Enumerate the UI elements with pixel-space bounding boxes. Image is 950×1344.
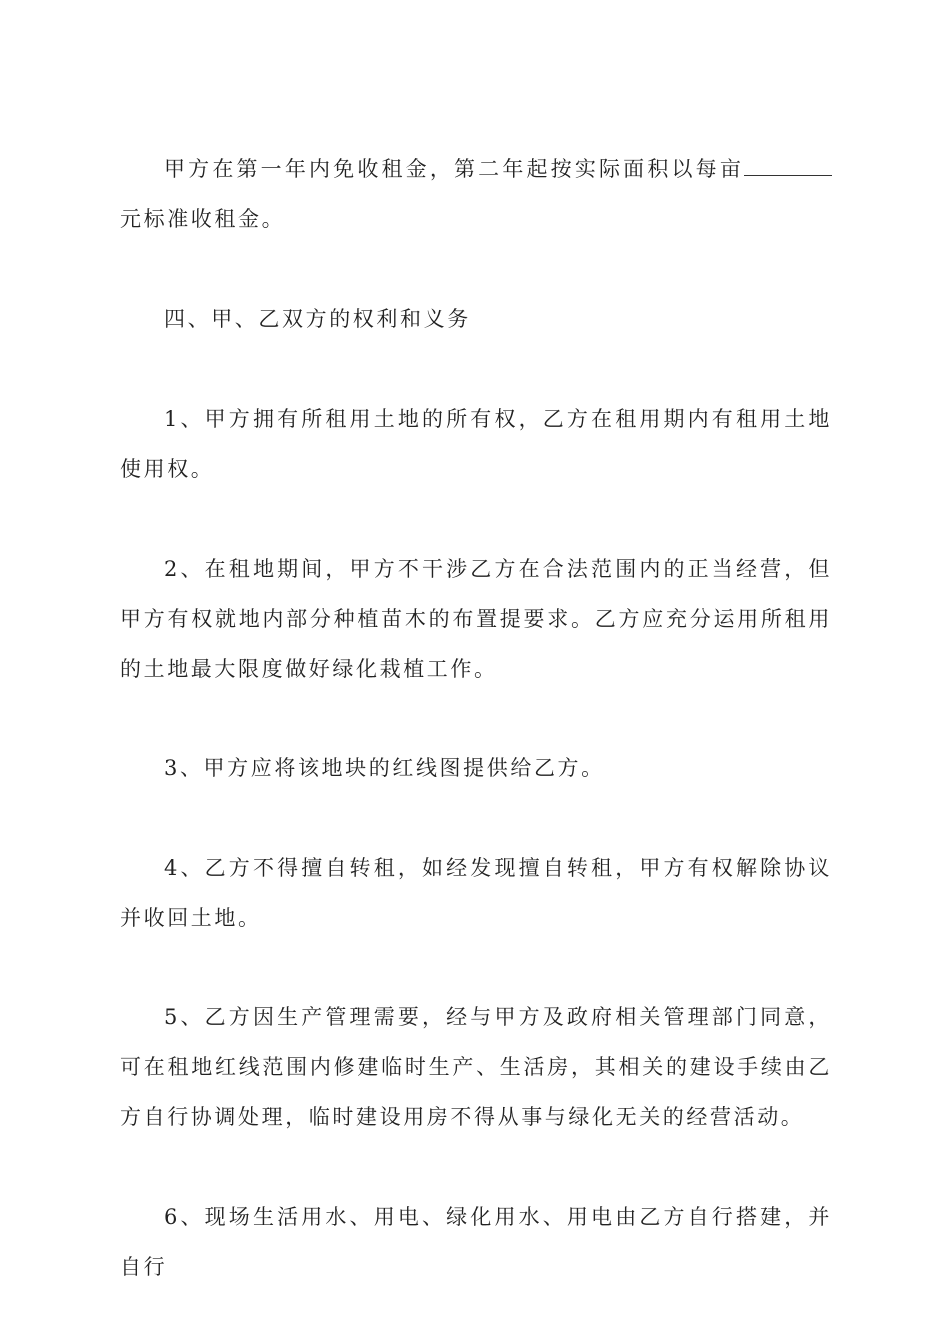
clause-5: 5、乙方因生产管理需要，经与甲方及政府相关管理部门同意，可在租地红线范围内修建临时生产、生活房，其相关的建设手续由乙方自行协调处理，临时建设用房不得从事与绿化无关的经营活动。 <box>120 1005 832 1129</box>
fill-in-blank <box>744 157 832 176</box>
clause-2: 2、在租地期间，甲方不干涉乙方在合法范围内的正当经营，但甲方有权就地内部分种植苗木的布置提要求。乙方应充分运用所租用的土地最大限度做好绿化栽植工作。 <box>120 557 832 681</box>
paragraph-rent-terms <box>120 144 832 244</box>
clause-4: 4、乙方不得擅自转租，如经发现擅自转租，甲方有权解除协议并收回土地。 <box>120 856 832 930</box>
rent-terms-text-after: 元标准收租金。 <box>120 207 286 231</box>
section-four-heading: 四、甲、乙双方的权利和义务 <box>164 307 471 331</box>
clause-3: 3、甲方应将该地块的红线图提供给乙方。 <box>164 756 605 780</box>
rent-terms-text-before: 甲方在第一年内免收租金，第二年起按实际面积以每亩 <box>164 157 744 181</box>
clause-6: 6、现场生活用水、用电、绿化用水、用电由乙方自行搭建，并自行 <box>120 1205 832 1279</box>
clause-1: 1、甲方拥有所租用土地的所有权，乙方在租用期内有租用土地使用权。 <box>120 407 832 481</box>
